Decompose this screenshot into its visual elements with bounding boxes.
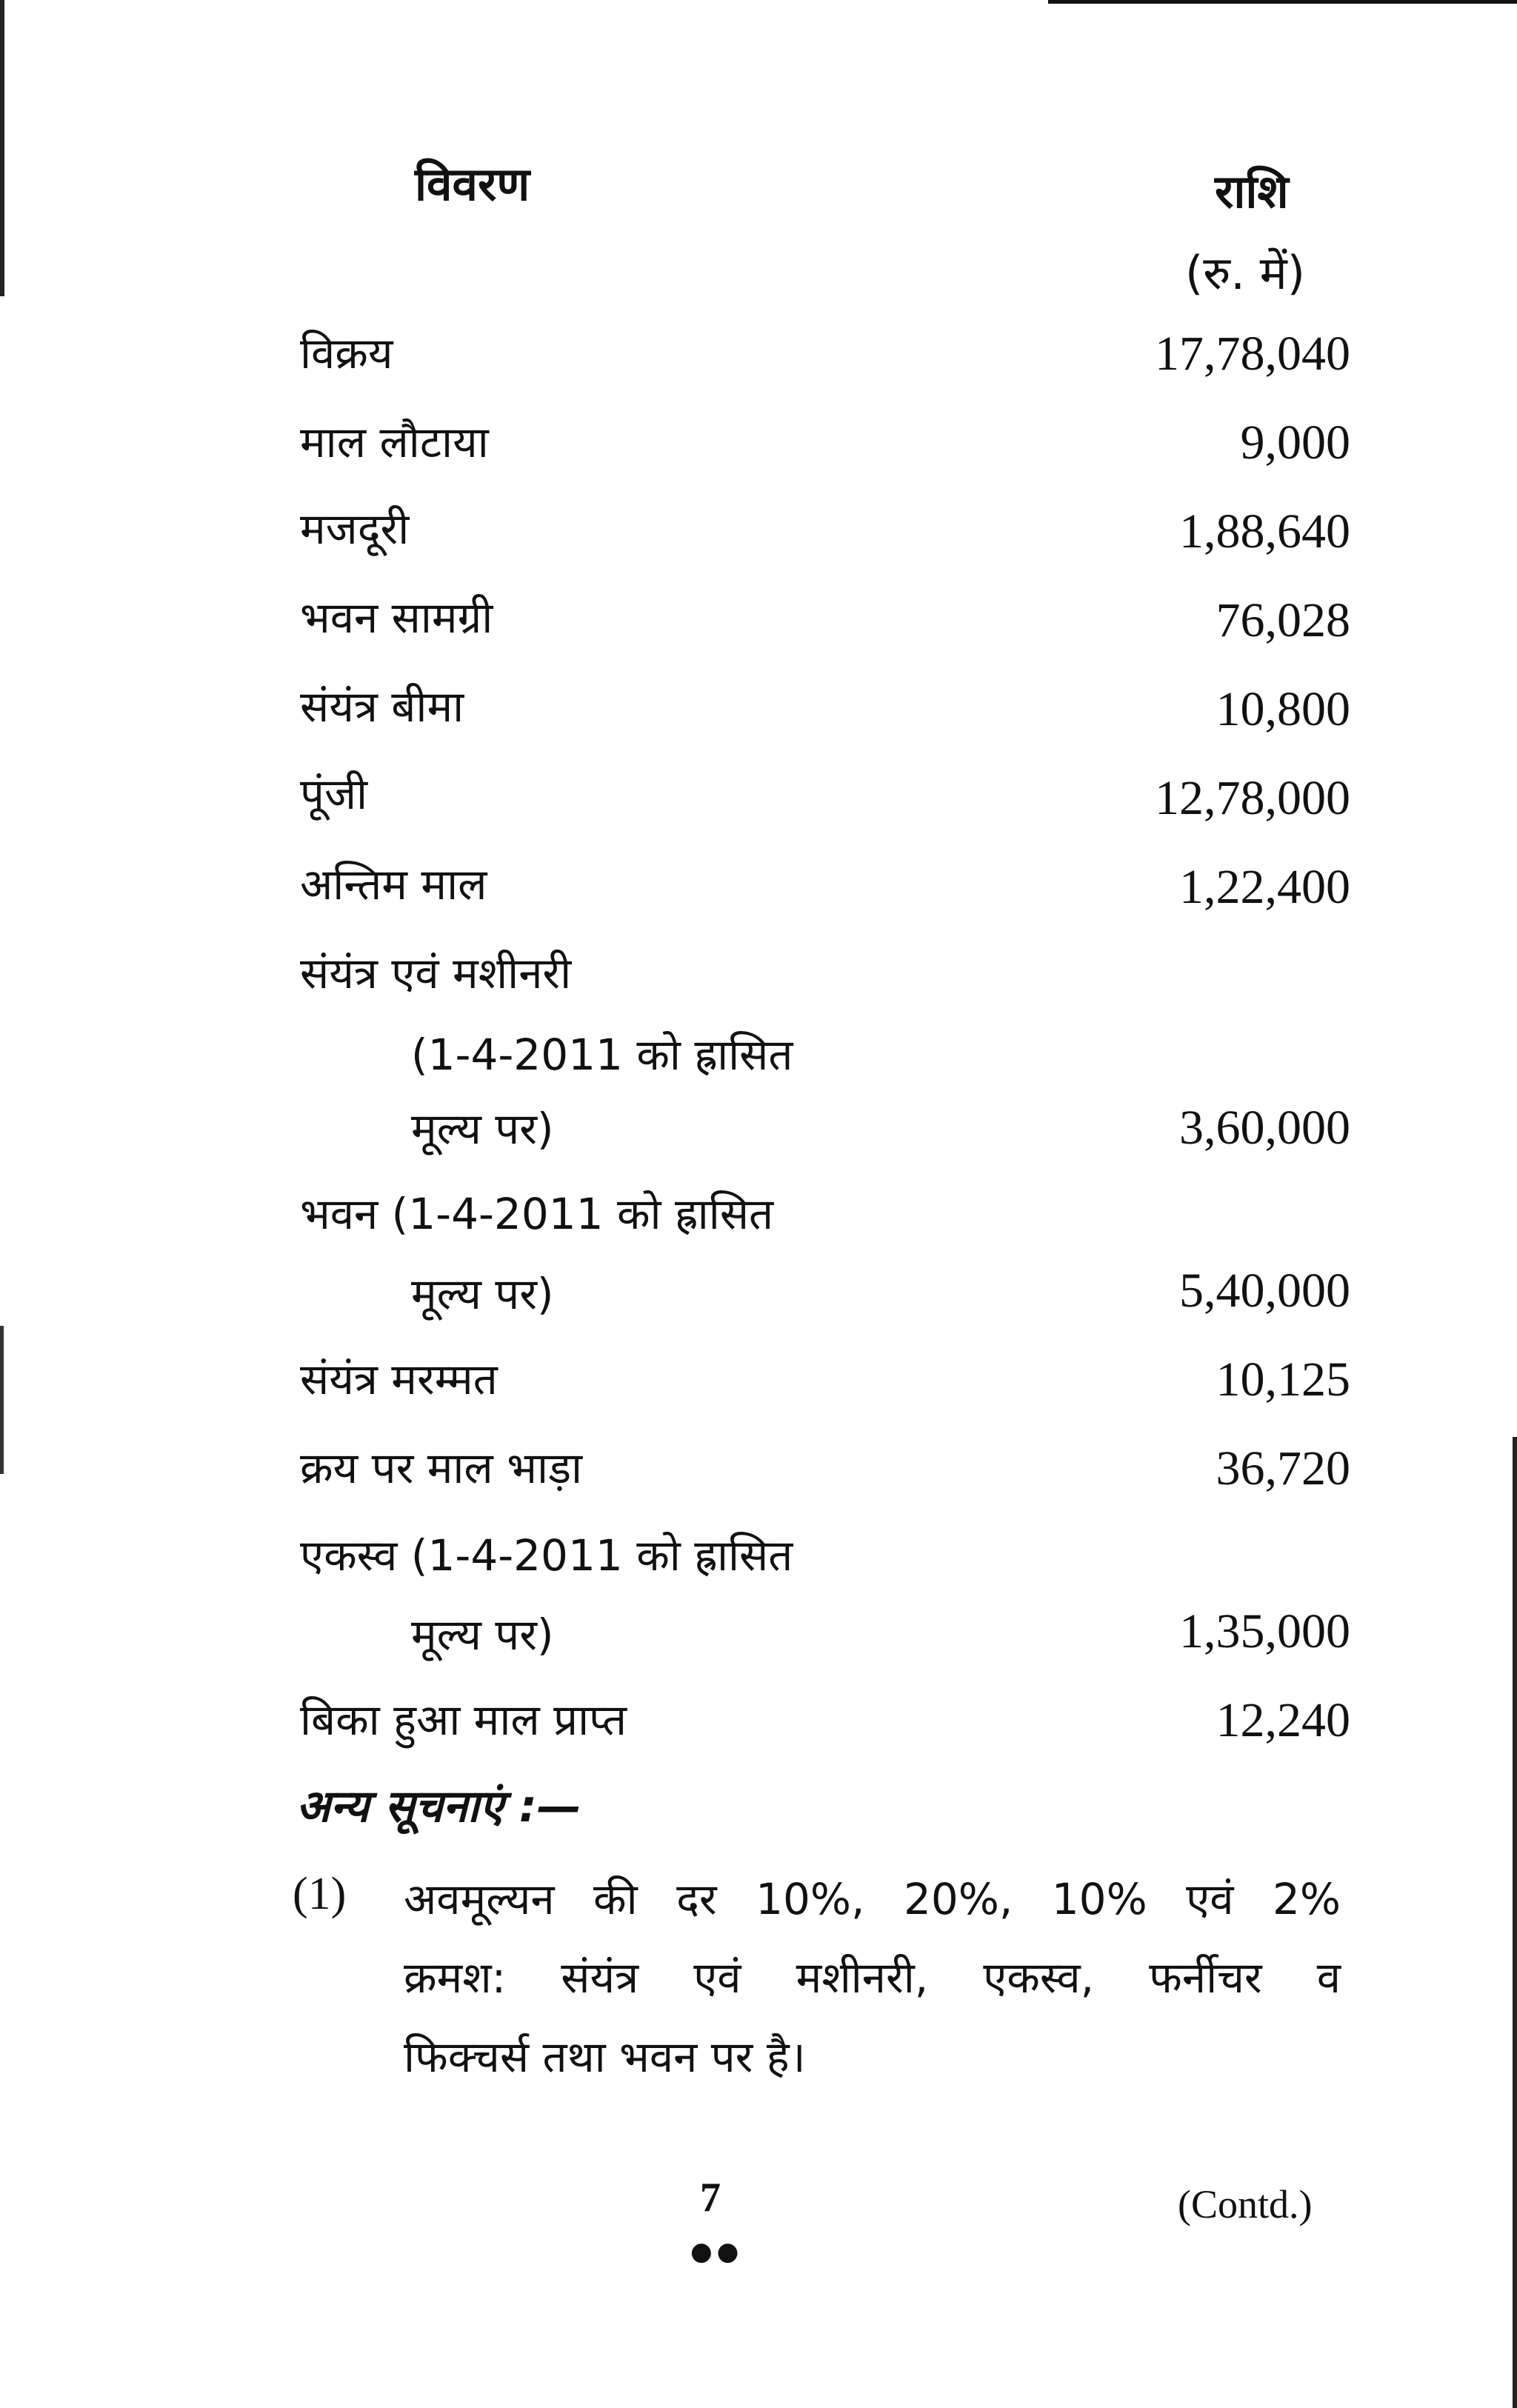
row-amount: 1,88,640 — [1179, 504, 1350, 558]
row-label: संयंत्र बीमा — [300, 681, 464, 732]
note-line: फिक्चर्स तथा भवन पर है। — [404, 2032, 806, 2082]
row-label: मजदूरी — [300, 504, 410, 554]
page-number: 7 — [700, 2175, 721, 2221]
row-label: पूंजी — [300, 769, 368, 819]
row-amount: 3,60,000 — [1179, 1101, 1350, 1155]
row-amount: 12,78,000 — [1155, 771, 1350, 825]
page-dots: ●● — [690, 2237, 744, 2267]
row-amount: 1,35,000 — [1179, 1604, 1350, 1658]
row-label: बिका हुआ माल प्राप्त — [300, 1695, 627, 1745]
row-amount: 9,000 — [1240, 416, 1350, 470]
row-amount: 36,720 — [1216, 1441, 1350, 1495]
row-amount: 10,125 — [1216, 1353, 1350, 1407]
scan-border-left-lower — [0, 1326, 4, 1474]
row-label: क्रय पर माल भाड़ा — [300, 1443, 583, 1493]
row-label: भवन सामग्री — [300, 593, 493, 643]
continued-label: (Contd.) — [1178, 2182, 1313, 2227]
row-label: माल लौटाया — [300, 417, 489, 467]
row-amount: 5,40,000 — [1179, 1264, 1350, 1318]
row-label: अन्तिम माल — [300, 859, 487, 910]
note-line: क्रमश: संयंत्र एवं मशीनरी, एकस्व, फर्नीचर व — [404, 1952, 1341, 2003]
row-label: संयंत्र मरम्मत — [300, 1354, 498, 1404]
row-label: विक्रय — [300, 328, 393, 378]
column-header-unit: (रु. में) — [1185, 246, 1305, 300]
note-number: (1) — [293, 1869, 347, 1919]
row-label: एकस्व (1-4-2011 को ह्रासित — [300, 1530, 793, 1581]
row-label-continuation: मूल्य पर) — [411, 1104, 554, 1154]
row-amount: 12,240 — [1216, 1693, 1350, 1747]
row-amount: 10,800 — [1216, 682, 1350, 736]
row-label-continuation: मूल्य पर) — [411, 1610, 554, 1660]
row-label-continuation: मूल्य पर) — [411, 1269, 554, 1319]
scan-border-right — [1513, 1437, 1517, 2408]
row-label: संयंत्र एवं मशीनरी — [300, 948, 572, 998]
notes-title: अन्य सूचनाएं :— — [296, 1781, 581, 1832]
note-line: अवमूल्यन की दर 10%, 20%, 10% एवं 2% — [404, 1874, 1341, 1924]
row-label-continuation: (1-4-2011 को ह्रासित — [411, 1030, 793, 1080]
column-header-amount: राशि — [1215, 164, 1289, 219]
scan-border-top — [1048, 0, 1517, 4]
row-amount: 1,22,400 — [1179, 860, 1350, 914]
row-amount: 17,78,040 — [1155, 327, 1350, 381]
column-header-particulars: विवरण — [415, 157, 530, 211]
scan-border-left — [0, 0, 4, 296]
row-amount: 76,028 — [1216, 593, 1350, 647]
row-label: भवन (1-4-2011 को ह्रासित — [300, 1189, 774, 1239]
